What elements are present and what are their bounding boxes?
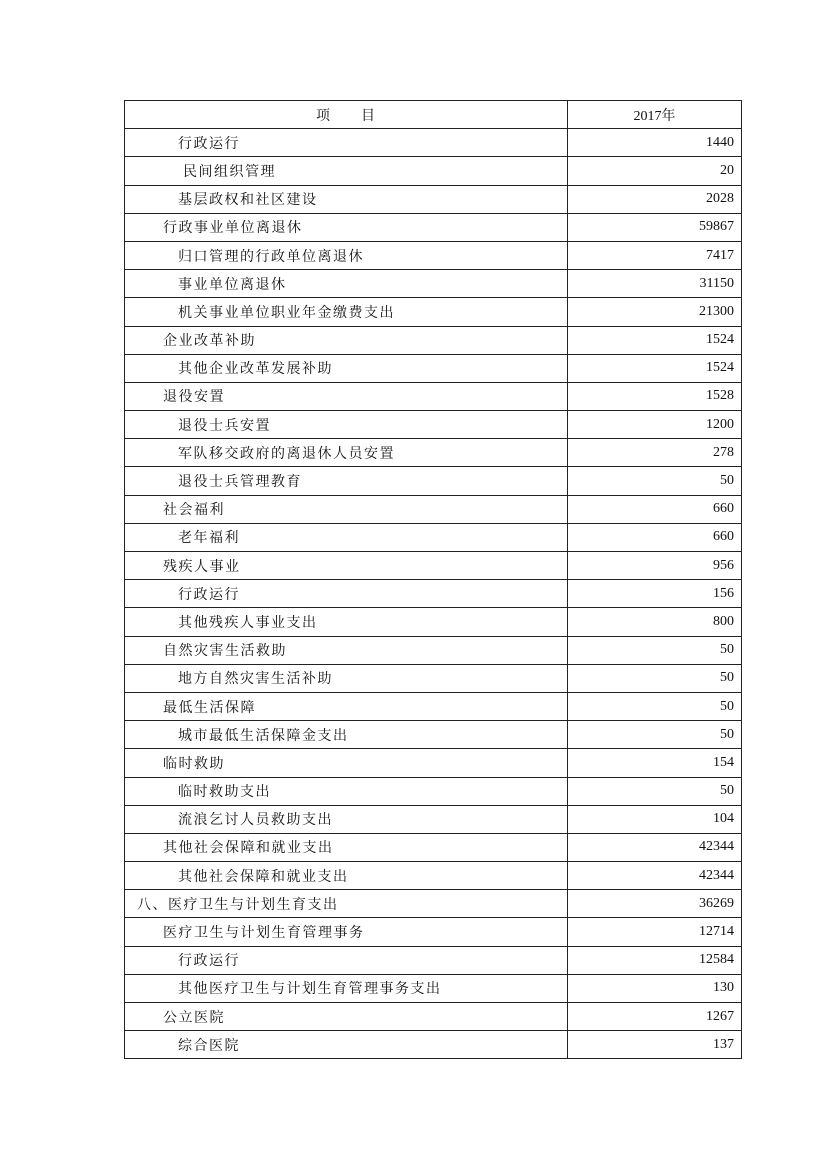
row-item-value: 104 — [568, 805, 742, 833]
row-item-name: 最低生活保障 — [125, 692, 568, 720]
table-row — [125, 1031, 742, 1059]
row-item-value: 20 — [568, 157, 742, 185]
row-item-name: 其他企业改革发展补助 — [125, 354, 568, 382]
row-item-value: 50 — [568, 664, 742, 692]
row-item-value: 7417 — [568, 241, 742, 269]
row-item-value: 278 — [568, 439, 742, 467]
row-item-value: 12584 — [568, 946, 742, 974]
row-item-value: 1267 — [568, 1003, 742, 1031]
row-item-value: 137 — [568, 1031, 742, 1059]
table-row — [125, 608, 742, 636]
row-item-value: 42344 — [568, 833, 742, 861]
table-row — [125, 974, 742, 1002]
row-item-name: 行政运行 — [125, 946, 568, 974]
table-row — [125, 918, 742, 946]
table-row — [125, 552, 742, 580]
budget-table — [124, 100, 742, 1059]
row-item-value: 1528 — [568, 382, 742, 410]
row-item-value: 130 — [568, 974, 742, 1002]
table-row — [125, 692, 742, 720]
row-item-value: 50 — [568, 692, 742, 720]
row-item-name: 其他社会保障和就业支出 — [125, 833, 568, 861]
row-item-name: 综合医院 — [125, 1031, 568, 1059]
row-item-name: 流浪乞讨人员救助支出 — [125, 805, 568, 833]
table-row — [125, 467, 742, 495]
table-row — [125, 157, 742, 185]
row-item-value: 800 — [568, 608, 742, 636]
row-item-name: 归口管理的行政单位离退休 — [125, 241, 568, 269]
header-item-part2: 目 — [361, 107, 376, 124]
table-row — [125, 636, 742, 664]
table-row — [125, 862, 742, 890]
row-item-name: 行政运行 — [125, 129, 568, 157]
row-item-value: 956 — [568, 552, 742, 580]
table-row — [125, 439, 742, 467]
table-row — [125, 1003, 742, 1031]
row-item-value: 31150 — [568, 270, 742, 298]
table-row — [125, 721, 742, 749]
row-item-name: 民间组织管理 — [125, 157, 568, 185]
row-item-name: 退役士兵安置 — [125, 411, 568, 439]
row-item-name: 老年福利 — [125, 523, 568, 551]
table-row — [125, 185, 742, 213]
header-item — [125, 101, 568, 129]
row-item-value: 2028 — [568, 185, 742, 213]
row-item-name: 其他医疗卫生与计划生育管理事务支出 — [125, 974, 568, 1002]
table-row — [125, 382, 742, 410]
table-row — [125, 664, 742, 692]
table-row — [125, 777, 742, 805]
row-item-value: 50 — [568, 467, 742, 495]
row-item-name: 退役安置 — [125, 382, 568, 410]
table-row — [125, 241, 742, 269]
row-item-value: 21300 — [568, 298, 742, 326]
row-item-value: 1440 — [568, 129, 742, 157]
table-row — [125, 580, 742, 608]
row-item-name: 行政事业单位离退休 — [125, 213, 568, 241]
row-item-value: 156 — [568, 580, 742, 608]
row-item-name: 医疗卫生与计划生育管理事务 — [125, 918, 568, 946]
row-item-value: 36269 — [568, 890, 742, 918]
row-item-name: 社会福利 — [125, 495, 568, 523]
row-item-value: 1200 — [568, 411, 742, 439]
header-year: 2017年 — [568, 101, 742, 129]
table-row — [125, 805, 742, 833]
row-item-value: 154 — [568, 749, 742, 777]
row-item-value: 12714 — [568, 918, 742, 946]
row-item-name: 八、医疗卫生与计划生育支出 — [125, 890, 568, 918]
row-item-name: 退役士兵管理教育 — [125, 467, 568, 495]
row-item-value: 50 — [568, 777, 742, 805]
table-body — [125, 129, 742, 1059]
row-item-name: 机关事业单位职业年金缴费支出 — [125, 298, 568, 326]
table-header-row — [125, 101, 742, 129]
row-item-value: 660 — [568, 523, 742, 551]
row-item-name: 其他社会保障和就业支出 — [125, 862, 568, 890]
row-item-value: 50 — [568, 636, 742, 664]
row-item-name: 其他残疾人事业支出 — [125, 608, 568, 636]
table-row — [125, 298, 742, 326]
row-item-value: 1524 — [568, 354, 742, 382]
row-item-name: 临时救助 — [125, 749, 568, 777]
table-row — [125, 270, 742, 298]
row-item-value: 42344 — [568, 862, 742, 890]
row-item-name: 城市最低生活保障金支出 — [125, 721, 568, 749]
table-row — [125, 890, 742, 918]
row-item-name: 事业单位离退休 — [125, 270, 568, 298]
row-item-name: 临时救助支出 — [125, 777, 568, 805]
row-item-name: 残疾人事业 — [125, 552, 568, 580]
table-row — [125, 495, 742, 523]
table-row — [125, 946, 742, 974]
table-row — [125, 411, 742, 439]
row-item-value: 50 — [568, 721, 742, 749]
row-item-value: 1524 — [568, 326, 742, 354]
row-item-value: 660 — [568, 495, 742, 523]
row-item-name: 地方自然灾害生活补助 — [125, 664, 568, 692]
row-item-name: 基层政权和社区建设 — [125, 185, 568, 213]
table-row — [125, 213, 742, 241]
table-row — [125, 833, 742, 861]
table-row — [125, 129, 742, 157]
table-row — [125, 326, 742, 354]
header-item-part1: 项 — [316, 107, 331, 124]
row-item-name: 行政运行 — [125, 580, 568, 608]
row-item-name: 公立医院 — [125, 1003, 568, 1031]
row-item-name: 企业改革补助 — [125, 326, 568, 354]
table-row — [125, 523, 742, 551]
row-item-name: 军队移交政府的离退休人员安置 — [125, 439, 568, 467]
row-item-value: 59867 — [568, 213, 742, 241]
table-row — [125, 749, 742, 777]
row-item-name: 自然灾害生活救助 — [125, 636, 568, 664]
table-row — [125, 354, 742, 382]
